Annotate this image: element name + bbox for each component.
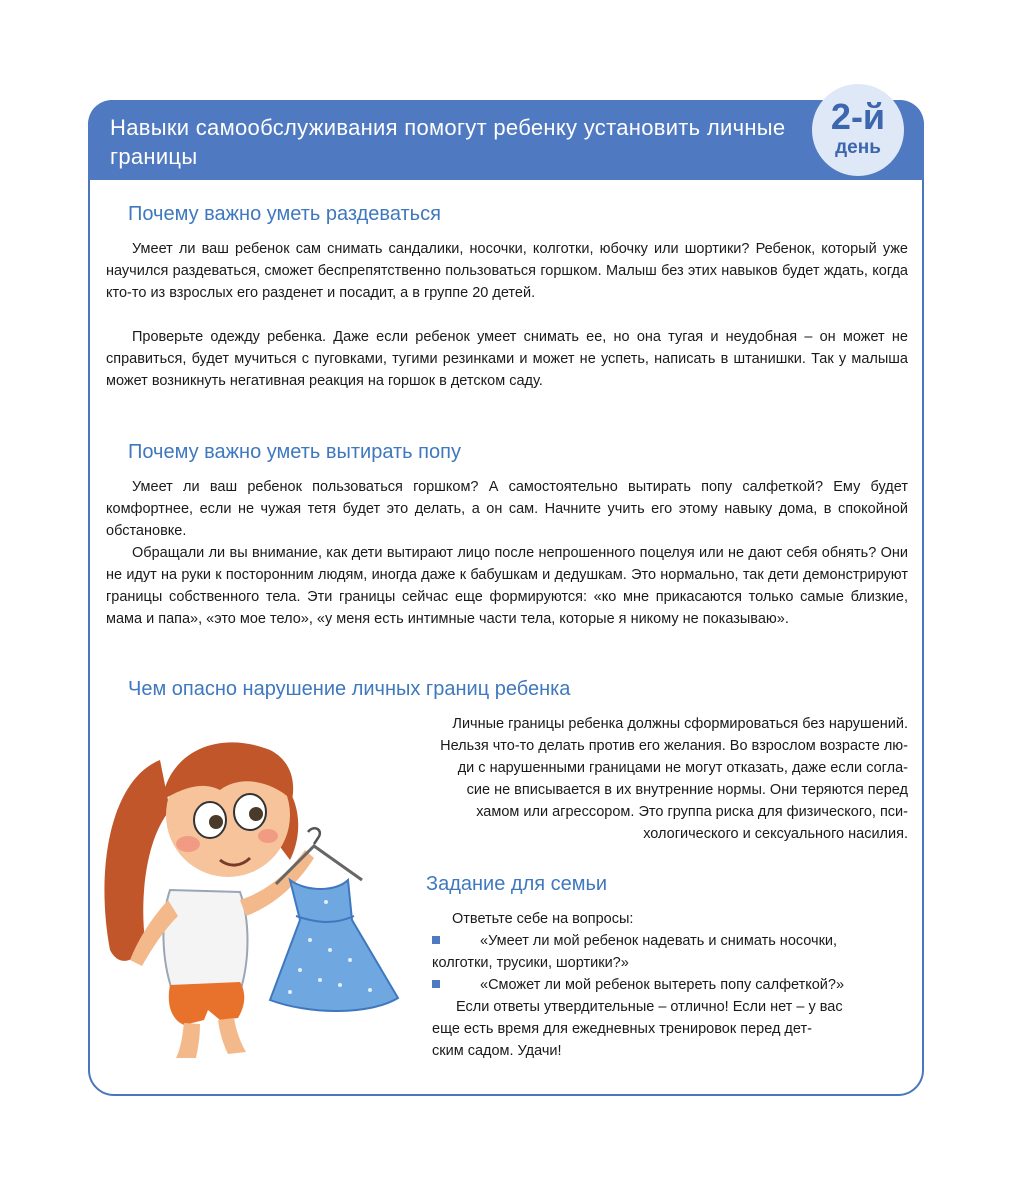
text-line: ди с нарушенными границами не могут отказать, даже если согла- [457,760,908,776]
page-title: Навыки самообслуживания помогут ребенку установить личные границы [110,115,786,169]
day-number: 2-й [830,96,886,137]
text-line: хологического и сексуального насилия. [643,826,908,842]
text-line: хамом или агрессором. Это группа риска для физического, пси- [476,804,908,820]
task-outro-cont: ским садом. Удачи! [432,1043,562,1059]
section-heading-undressing: Почему важно уметь раздеваться [128,203,441,225]
text-line: Личные границы ребенка должны сформироваться без нарушений. [452,716,908,732]
square-bullet-icon [432,936,440,944]
paragraph: Проверьте одежду ребенка. Даже если ребенок умеет снимать ее, но она тугая и неудобная – он может не справиться, будет мучиться с пуговками, тугими резинками и может не успеть, написать в штанишки. Так у малыша может возникнуть негативная реакция на горшок в детском саду. [106,329,908,389]
square-bullet-icon [432,980,440,988]
task-question-1-cont: колготки, трусики, шортики?» [432,955,629,971]
paragraph: Умеет ли ваш ребенок пользоваться горшком? А самостоятельно вытирать попу салфеткой? Ему будет комфортнее, если не чужая тетя будет это делать, а он сам. Начните учить его этому навыку дома, в спокойной обстановке. [106,479,908,539]
task-heading: Задание для семьи [426,873,608,895]
day-badge [812,84,904,176]
paragraph: Умеет ли ваш ребенок сам снимать сандалики, носочки, колготки, юбочку или шортики? Ребенок, который уже научился раздеваться, сможет беспрепятственно пользоваться горшком. Малыш без этих навыков будет ждать, когда кто-то из взрослых его разденет и посадит, а в группе 20 детей. [106,241,908,301]
task-outro: Если ответы утвердительные – отлично! Если нет – у вас [456,999,843,1015]
text-line: сие не вписывается в их внутренние нормы. Они теряются перед [466,782,908,798]
task-outro-cont: еще есть время для ежедневных тренировок перед дет- [432,1021,812,1037]
task-intro: Ответьте себе на вопросы: [452,911,634,927]
task-question-1 [432,930,837,952]
section-heading-boundaries: Чем опасно нарушение личных границ ребенка [128,678,571,700]
task-question-text: «Сможет ли мой ребенок вытереть попу салфеткой?» [480,977,845,993]
task-question-2 [432,974,844,996]
day-word: день [835,137,881,158]
paragraph: Обращали ли вы внимание, как дети вытирают лицо после непрошенного поцелуя или не дают себя обнять? Они не идут на руки к посторонним людям, иногда даже к бабушкам и дедушкам. Это нормально, так дети демонстрируют границы собственного тела. Эти границы сейчас еще формируются: «ко мне прикасаются только самые близкие, мама и папа», «это мое тело», «у меня есть интимные части тела, которые я никому не показываю». [106,545,908,627]
section-heading-wiping: Почему важно уметь вытирать попу [128,441,461,463]
task-question-text: «Умеет ли мой ребенок надевать и снимать носочки, [480,933,838,949]
text-line: Нельзя что-то делать против его желания. Во взрослом возрасте лю- [440,738,908,754]
girl-with-dress-illustration [100,720,400,1060]
